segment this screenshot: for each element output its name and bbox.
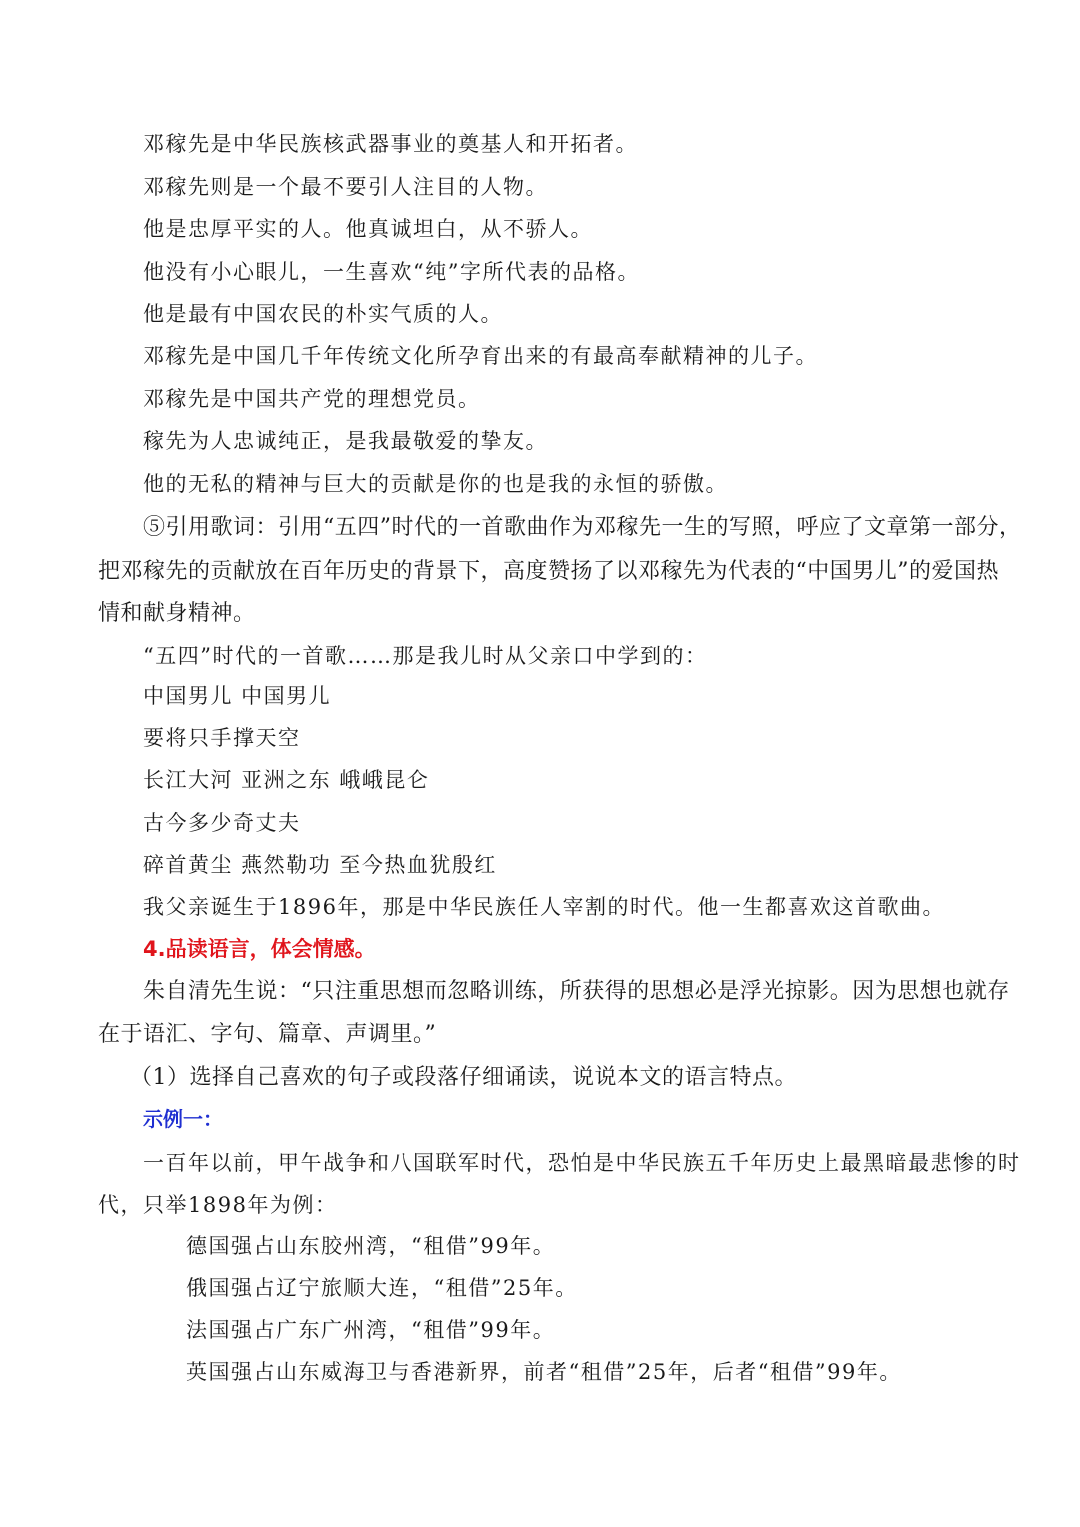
quote-line-6: 邓稼先是中国几千年传统文化所孕育出来的有最高奉献精神的儿子。 <box>143 344 818 368</box>
point5-line-3: 情和献身精神。 <box>98 601 256 626</box>
song-line-4: 古今多少奇丈夫 <box>143 811 301 835</box>
song-note: 我父亲诞生于1896年，那是中华民族任人宰割的时代。他一生都喜欢这首歌曲。 <box>143 895 945 919</box>
quote-line-2: 邓稼先则是一个最不要引人注目的人物。 <box>143 175 548 199</box>
lease-line-3: 法国强占广东广州湾，“租借”99年。 <box>186 1318 556 1342</box>
point5-line-2: 把邓稼先的贡献放在百年历史的背景下，高度赞扬了以邓稼先为代表的“中国男儿”的爱国热 <box>98 559 999 584</box>
song-line-5: 碎首黄尘 燕然勒功 至今热血犹殷红 <box>143 853 497 877</box>
example-label: 示例一： <box>143 1107 223 1131</box>
quote-line-7: 邓稼先是中国共产党的理想党员。 <box>143 387 481 411</box>
quote-line-5: 他是最有中国农民的朴实气质的人。 <box>143 302 503 326</box>
zhu-quote-line-1: 朱自清先生说：“只注重思想而忽略训练，所获得的思想必是浮光掠影。因为思想也就存 <box>143 979 1010 1004</box>
lease-line-1: 德国强占山东胶州湾，“租借”99年。 <box>186 1234 556 1258</box>
quote-line-9: 他的无私的精神与巨大的贡献是你的也是我的永恒的骄傲。 <box>143 472 728 496</box>
task-prompt: （1）选择自己喜欢的句子或段落仔细诵读，说说本文的语言特点。 <box>130 1065 797 1090</box>
quote-line-8: 稼先为人忠诚纯正，是我最敬爱的挚友。 <box>143 429 548 453</box>
song-line-1: 中国男儿 中国男儿 <box>143 684 332 708</box>
quote-line-1: 邓稼先是中华民族核武器事业的奠基人和开拓者。 <box>143 132 638 156</box>
zhu-quote-line-2: 在于语汇、字句、篇章、声调里。” <box>98 1022 437 1047</box>
point5-line-1: ⑤引用歌词：引用“五四”时代的一首歌曲作为邓稼先一生的写照，呼应了文章第一部分， <box>143 515 1022 540</box>
example-line-1: 一百年以前，甲午战争和八国联军时代，恐怕是中华民族五千年历史上最黑暗最悲惨的时 <box>143 1151 1021 1175</box>
song-line-3: 长江大河 亚洲之东 峨峨昆仑 <box>143 768 430 792</box>
song-intro: “五四”时代的一首歌……那是我儿时从父亲口中学到的： <box>143 644 708 668</box>
section-heading: 4.品读语言，体会情感。 <box>143 937 376 961</box>
quote-line-4: 他没有小心眼儿，一生喜欢“纯”字所代表的品格。 <box>143 260 640 284</box>
quote-line-3: 他是忠厚平实的人。他真诚坦白，从不骄人。 <box>143 217 593 241</box>
lease-line-4: 英国强占山东威海卫与香港新界，前者“租借”25年，后者“租借”99年。 <box>186 1360 902 1384</box>
song-line-2: 要将只手撑天空 <box>143 726 301 750</box>
example-line-2: 代，只举1898年为例： <box>98 1193 338 1217</box>
lease-line-2: 俄国强占辽宁旅顺大连，“租借”25年。 <box>186 1276 578 1300</box>
